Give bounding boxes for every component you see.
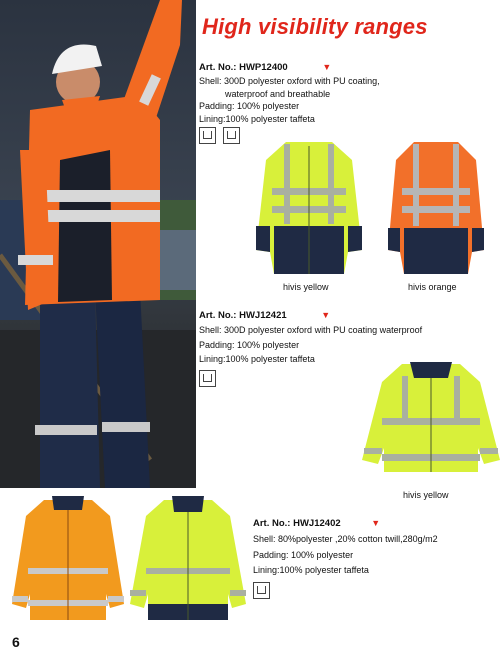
product1-shell: Shell: 300D polyester oxford with PU coating,	[199, 76, 380, 86]
product1-padding: Padding: 100% polyester	[199, 101, 300, 111]
product1-shell-cont: waterproof and breathable	[225, 88, 331, 99]
red-triangle-down-icon: ▼	[322, 62, 332, 72]
product2-yellow-bomber-image	[362, 360, 500, 478]
product2-art-number: Art. No.: HWJ12421	[199, 310, 287, 321]
page-title: High visibility ranges	[202, 14, 428, 39]
red-triangle-down-icon: ▼	[371, 518, 381, 528]
product3-padding: Padding: 100% polyester	[253, 549, 354, 560]
product2-padding: Padding: 100% polyester	[199, 339, 300, 350]
red-triangle-down-icon: ▼	[321, 310, 331, 320]
product1-art-number: Art. No.: HWP12400	[199, 62, 288, 73]
product3-shell: Shell: 80%polyester ,20% cotton twill,280g/m2	[253, 534, 438, 544]
hivis-jacket-cert-icon	[253, 582, 270, 599]
product1-orange-parka-image	[388, 140, 484, 274]
product2-caption-yellow: hivis yellow	[403, 490, 449, 500]
weather-umbrella-cert-icon	[223, 127, 240, 144]
hivis-jacket-cert-icon	[199, 127, 216, 144]
product1-caption-yellow: hivis yellow	[283, 282, 329, 292]
product3-lining: Lining:100% polyester taffeta	[253, 565, 369, 575]
product3-orange-jacket-image	[12, 494, 124, 624]
hivis-jacket-cert-icon	[199, 370, 216, 387]
product3-spec	[253, 518, 438, 604]
product1-caption-orange: hivis orange	[408, 282, 457, 292]
product3-yellow-jacket-image	[130, 494, 246, 624]
product1-lining: Lining:100% polyester taffeta	[199, 113, 315, 124]
product1-yellow-parka-image	[256, 140, 362, 274]
product1-spec	[199, 62, 380, 149]
worker-illustration	[0, 0, 196, 488]
product2-lining: Lining:100% polyester taffeta	[199, 354, 315, 364]
hero-photo-worker	[0, 0, 196, 488]
product2-shell: Shell: 300D polyester oxford with PU coating waterproof	[199, 325, 423, 335]
page-number: 6	[12, 634, 20, 650]
product3-art-number: Art. No.: HWJ12402	[253, 518, 341, 529]
